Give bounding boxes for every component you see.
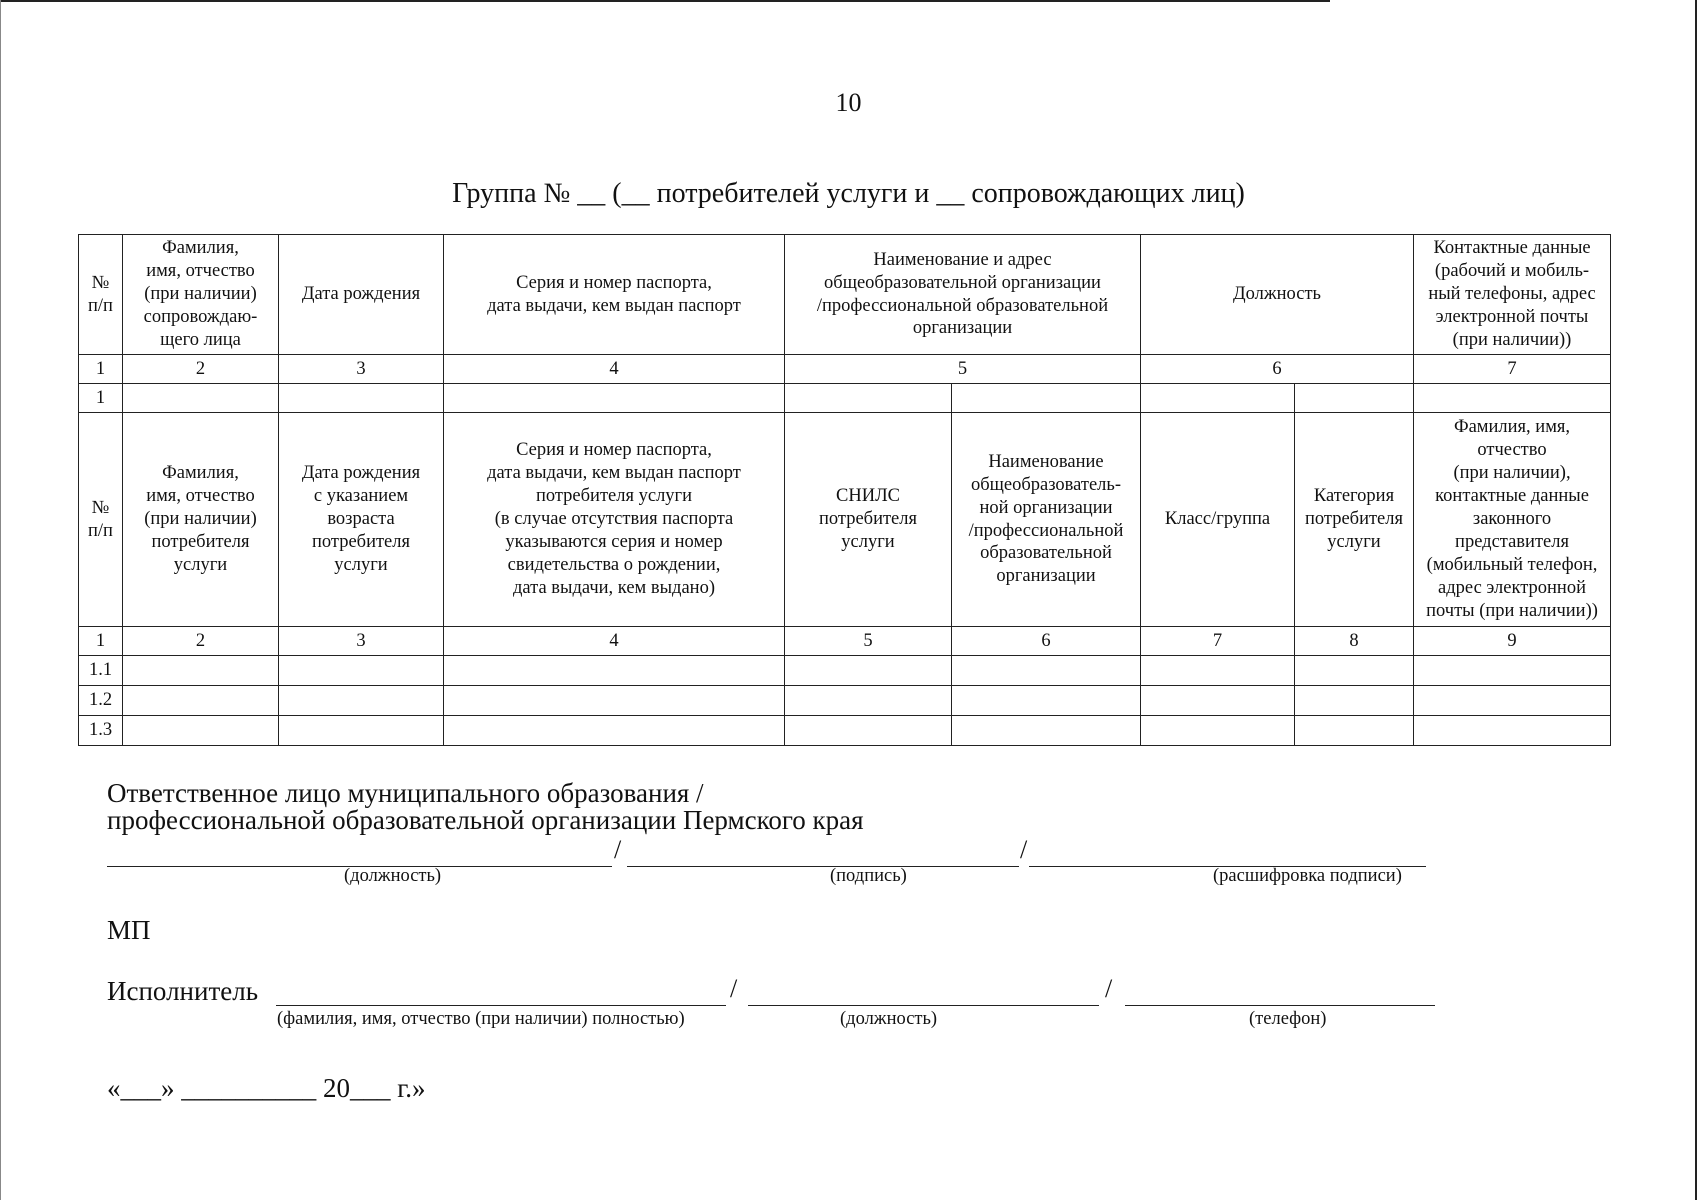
t2-header-text: Дата рождения с указанием возраста потребителя услуги bbox=[301, 463, 421, 575]
t1-header-cell bbox=[123, 235, 279, 355]
blank-cell[interactable] bbox=[279, 656, 444, 686]
separator-slash: / bbox=[1105, 974, 1113, 1003]
caption-executor-position: (должность) bbox=[840, 1009, 938, 1029]
t2-header-text: Класс/группа bbox=[1164, 509, 1271, 530]
blank-cell[interactable] bbox=[1295, 384, 1414, 413]
blank-cell[interactable] bbox=[444, 716, 785, 746]
registration-table bbox=[78, 234, 1611, 746]
table2-header-row bbox=[79, 413, 1611, 627]
t2-header-cell bbox=[444, 413, 785, 627]
blank-cell[interactable] bbox=[279, 384, 444, 413]
executor-position-field[interactable] bbox=[748, 1005, 1099, 1006]
blank-cell[interactable] bbox=[123, 716, 279, 746]
blank-cell[interactable] bbox=[279, 686, 444, 716]
blank-cell[interactable] bbox=[1295, 716, 1414, 746]
blank-cell[interactable] bbox=[1295, 656, 1414, 686]
t1-header-text: Должность bbox=[1233, 284, 1321, 305]
blank-cell[interactable] bbox=[1141, 686, 1295, 716]
t2-header-text: Серия и номер паспорта, дата выдачи, кем выдан паспорт потребителя услуги (в случае отсутствия паспорта указываются серия и номер свидетельства о рождении, дата выдачи, кем выдано) bbox=[487, 440, 741, 598]
t2-header-text: Категория потребителя услуги bbox=[1304, 486, 1404, 552]
executor-phone-field[interactable] bbox=[1125, 1005, 1435, 1006]
blank-cell[interactable] bbox=[1414, 716, 1611, 746]
blank-cell[interactable] bbox=[444, 656, 785, 686]
t2-header-text: Фамилия, имя, отчество (при наличии) потребителя услуги bbox=[144, 463, 257, 575]
t2-number-cell: 3 bbox=[279, 627, 444, 656]
table2-data-row bbox=[79, 686, 1611, 716]
table1-number-row bbox=[79, 355, 1611, 384]
t2-row-number: 1.1 bbox=[79, 656, 123, 686]
t2-header-text: СНИЛС потребителя услуги bbox=[818, 486, 918, 552]
t2-number-cell: 1 bbox=[79, 627, 123, 656]
caption-executor-phone: (телефон) bbox=[1249, 1009, 1327, 1029]
t2-header-cell bbox=[952, 413, 1141, 627]
separator-slash: / bbox=[614, 835, 622, 864]
t2-header-cell bbox=[1414, 413, 1611, 627]
blank-cell[interactable] bbox=[1141, 656, 1295, 686]
blank-cell[interactable] bbox=[1414, 686, 1611, 716]
stamp-place-label: МП bbox=[107, 915, 151, 945]
blank-cell[interactable] bbox=[952, 384, 1141, 413]
t2-number-cell: 8 bbox=[1295, 627, 1414, 656]
table1-data-row bbox=[79, 384, 1611, 413]
blank-cell[interactable] bbox=[123, 686, 279, 716]
responsible-line-2: профессиональной образовательной организации Пермского края bbox=[107, 805, 864, 835]
t1-header-cell bbox=[1141, 235, 1414, 355]
blank-cell[interactable] bbox=[444, 686, 785, 716]
t1-header-text: № п/п bbox=[88, 272, 113, 316]
responsible-line-1: Ответственное лицо муниципального образования / bbox=[107, 778, 704, 808]
t1-header-text: Контактные данные (рабочий и мобиль- ный телефоны, адрес электронной почты (при наличии)) bbox=[1428, 238, 1596, 350]
t2-number-cell: 7 bbox=[1141, 627, 1295, 656]
blank-cell[interactable] bbox=[1295, 686, 1414, 716]
t2-header-cell bbox=[279, 413, 444, 627]
caption-executor-fio: (фамилия, имя, отчество (при наличии) полностью) bbox=[277, 1009, 685, 1029]
t2-header-text: Наименование общеобразователь- ной организации /профессиональной образовательной организации bbox=[968, 451, 1124, 587]
table2-number-row bbox=[79, 627, 1611, 656]
t1-header-text: Наименование и адрес общеобразовательной организации /профессиональной образовательной организации bbox=[816, 249, 1109, 339]
table2-data-row bbox=[79, 656, 1611, 686]
blank-cell[interactable] bbox=[123, 384, 279, 413]
page-number: 10 bbox=[835, 88, 862, 117]
t1-header-text: Дата рождения bbox=[301, 284, 421, 305]
separator-slash: / bbox=[730, 974, 738, 1003]
t1-header-cell bbox=[785, 235, 1141, 355]
t1-number-cell: 4 bbox=[444, 355, 785, 384]
t2-header-cell bbox=[1141, 413, 1295, 627]
blank-cell[interactable] bbox=[444, 384, 785, 413]
blank-cell[interactable] bbox=[1414, 656, 1611, 686]
t2-number-cell: 6 bbox=[952, 627, 1141, 656]
t1-number-cell: 7 bbox=[1414, 355, 1611, 384]
blank-cell[interactable] bbox=[1141, 716, 1295, 746]
t1-header-cell bbox=[1414, 235, 1611, 355]
blank-cell[interactable] bbox=[1414, 384, 1611, 413]
t2-header-cell bbox=[1295, 413, 1414, 627]
caption-signature: (подпись) bbox=[830, 866, 907, 886]
blank-cell[interactable] bbox=[123, 656, 279, 686]
t2-row-number: 1.3 bbox=[79, 716, 123, 746]
t2-header-cell bbox=[79, 413, 123, 627]
blank-cell[interactable] bbox=[279, 716, 444, 746]
blank-cell[interactable] bbox=[785, 716, 952, 746]
t1-number-cell: 2 bbox=[123, 355, 279, 384]
t1-number-cell: 1 bbox=[79, 355, 123, 384]
t2-header-cell bbox=[785, 413, 952, 627]
t2-header-cell bbox=[123, 413, 279, 627]
blank-cell[interactable] bbox=[785, 656, 952, 686]
t1-number-cell: 3 bbox=[279, 355, 444, 384]
t1-number-cell: 5 bbox=[785, 355, 1141, 384]
t1-row-number: 1 bbox=[79, 384, 123, 413]
t2-number-cell: 4 bbox=[444, 627, 785, 656]
signature-field[interactable] bbox=[627, 866, 1019, 867]
blank-cell[interactable] bbox=[1141, 384, 1295, 413]
table2-data-row bbox=[79, 716, 1611, 746]
responsible-title bbox=[107, 780, 864, 834]
caption-position: (должность) bbox=[344, 866, 442, 886]
blank-cell[interactable] bbox=[785, 384, 952, 413]
separator-slash: / bbox=[1020, 835, 1028, 864]
t2-header-text: № п/п bbox=[88, 497, 113, 541]
t2-number-cell: 5 bbox=[785, 627, 952, 656]
t2-row-number: 1.2 bbox=[79, 686, 123, 716]
t1-number-cell: 6 bbox=[1141, 355, 1414, 384]
blank-cell[interactable] bbox=[952, 686, 1141, 716]
executor-label: Исполнитель bbox=[107, 976, 259, 1006]
date-field[interactable]: «___» __________ 20___ г.» bbox=[107, 1073, 426, 1103]
t1-header-cell bbox=[279, 235, 444, 355]
t1-header-cell bbox=[444, 235, 785, 355]
t1-header-text: Серия и номер паспорта, дата выдачи, кем выдан паспорт bbox=[487, 272, 741, 316]
t1-header-text: Фамилия, имя, отчество (при наличии) сопровождаю- щего лица bbox=[143, 238, 258, 350]
t2-number-cell: 9 bbox=[1414, 627, 1611, 656]
blank-cell[interactable] bbox=[952, 716, 1141, 746]
executor-fio-field[interactable] bbox=[276, 1005, 726, 1006]
scan-edge-top bbox=[0, 0, 1330, 2]
t2-header-text: Фамилия, имя, отчество (при наличии), контактные данные законного представителя (мобильный телефон, адрес электронной почты (при наличии)) bbox=[1426, 417, 1598, 621]
blank-cell[interactable] bbox=[952, 656, 1141, 686]
blank-cell[interactable] bbox=[785, 686, 952, 716]
table1-header-row bbox=[79, 235, 1611, 355]
group-title: Группа № __ (__ потребителей услуги и __ сопровождающих лиц) bbox=[452, 178, 1245, 209]
t1-header-cell bbox=[79, 235, 123, 355]
caption-signature-decode: (расшифровка подписи) bbox=[1213, 866, 1402, 886]
t2-number-cell: 2 bbox=[123, 627, 279, 656]
